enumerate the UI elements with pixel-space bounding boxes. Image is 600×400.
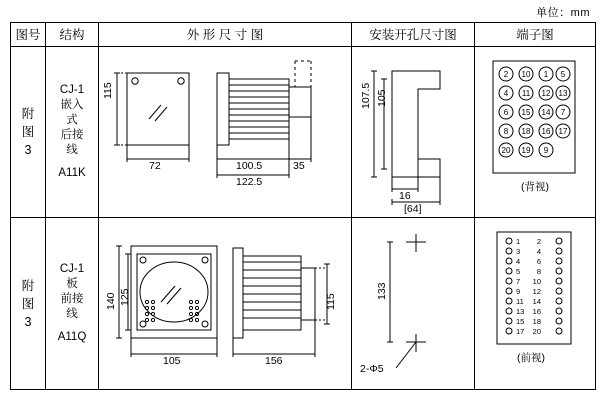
header-mounting-cutout: 安装开孔尺寸图 [352,23,475,47]
row2-id-line-2: 图 [21,296,35,311]
row1-mount-dim-105: 105 [376,89,388,107]
row2-id-line-1: 附 [21,278,35,293]
row1-terminal-caption: (背视) [521,180,549,193]
row2-dim-140: 140 [105,292,117,311]
row2-dim-125: 125 [119,288,131,307]
row1-id-line-2: 图 [21,125,35,140]
svg-text:12: 12 [532,287,541,297]
svg-text:10: 10 [521,69,531,79]
row1-id-line-1: 附 [21,107,35,122]
row2-structure [46,218,99,390]
row2-struct-line-4: 线 [66,308,78,321]
row2-mount-dim-133: 133 [376,282,388,301]
unit-note: 单位：mm [536,7,590,19]
svg-text:6: 6 [503,107,509,117]
row1-mount-dim-107-5: 107.5 [360,82,372,109]
row1-dim-115: 115 [102,82,114,99]
svg-text:14: 14 [541,107,551,117]
drawing-table [10,22,596,390]
row2-struct-line-3: 前接 [60,293,84,306]
row1-outline-drawing [99,46,352,218]
svg-text:2: 2 [503,69,509,79]
svg-text:17: 17 [516,327,525,337]
svg-text:6: 6 [536,257,541,267]
row2-terminal-caption: (前视) [517,352,545,365]
row1-drawing-no [11,46,46,218]
row1-mount-dim-64: [64] [404,202,422,215]
table-row [11,46,596,218]
row2-mounting-drawing [352,218,475,390]
row1-struct-line-2: 嵌入 [60,99,84,112]
header-terminal-diagram: 端子图 [475,23,596,47]
svg-text:16: 16 [541,126,551,136]
svg-text:17: 17 [558,126,568,136]
svg-text:14: 14 [532,297,541,307]
row1-mounting-drawing [352,46,475,218]
row1-structure [46,46,99,218]
row1-terminal-drawing [475,46,596,218]
svg-text:4: 4 [503,88,509,98]
row2-struct-line-6: A11Q [57,331,87,344]
svg-text:8: 8 [536,267,541,277]
svg-text:20: 20 [501,145,511,155]
row1-dim-72: 72 [149,159,161,172]
svg-text:13: 13 [558,88,568,98]
row2-struct-line-2: 板 [66,278,78,291]
svg-text:12: 12 [541,88,551,98]
header-drawing-no: 图号 [11,23,46,47]
svg-text:13: 13 [516,307,525,317]
svg-text:5: 5 [560,69,566,79]
svg-text:4: 4 [516,257,521,267]
row1-struct-line-3: 式 [66,114,78,127]
svg-text:3: 3 [516,247,521,257]
row2-struct-line-1: CJ-1 [59,263,85,276]
row1-id-line-3: 3 [24,143,32,158]
svg-text:9: 9 [516,287,521,297]
svg-text:2: 2 [536,237,541,247]
table-row [11,218,596,390]
svg-text:7: 7 [560,107,566,117]
svg-text:8: 8 [503,126,509,136]
svg-text:5: 5 [516,267,521,277]
row1-mount-dim-16: 16 [399,189,411,202]
row1-struct-line-1: CJ-1 [59,84,85,97]
svg-text:15: 15 [516,317,525,327]
svg-text:7: 7 [516,277,521,287]
svg-text:11: 11 [521,88,531,98]
svg-text:15: 15 [521,107,531,117]
table-header-row [11,23,596,47]
svg-text:1: 1 [543,69,549,79]
svg-text:19: 19 [521,145,531,155]
row1-dim-100-5: 100.5 [236,159,263,172]
row1-dim-122-5: 122.5 [236,175,263,188]
svg-text:4: 4 [536,247,541,257]
row2-outline-drawing [99,218,352,390]
svg-text:20: 20 [532,327,541,337]
row2-dim-105: 105 [163,355,181,368]
row1-struct-line-7: A11K [58,167,86,180]
header-structure: 结构 [46,23,99,47]
svg-text:10: 10 [532,277,541,287]
row1-struct-line-4: 后接 [60,129,84,142]
row2-dim-156: 156 [265,355,283,368]
row2-id-line-3: 3 [24,314,32,329]
svg-text:9: 9 [543,145,549,155]
row2-terminal-drawing [475,218,596,390]
row2-mount-hole-spec: 2-Φ5 [360,363,384,376]
row2-drawing-no [11,218,46,390]
row1-dim-35: 35 [293,159,305,172]
svg-text:16: 16 [532,307,541,317]
row1-struct-line-5: 线 [66,144,78,157]
svg-text:18: 18 [521,126,531,136]
svg-text:1: 1 [516,237,521,247]
svg-text:11: 11 [516,297,524,307]
svg-text:18: 18 [532,317,541,327]
row2-dim-115: 115 [325,293,337,311]
header-outline-dimension: 外 形 尺 寸 图 [99,23,352,47]
